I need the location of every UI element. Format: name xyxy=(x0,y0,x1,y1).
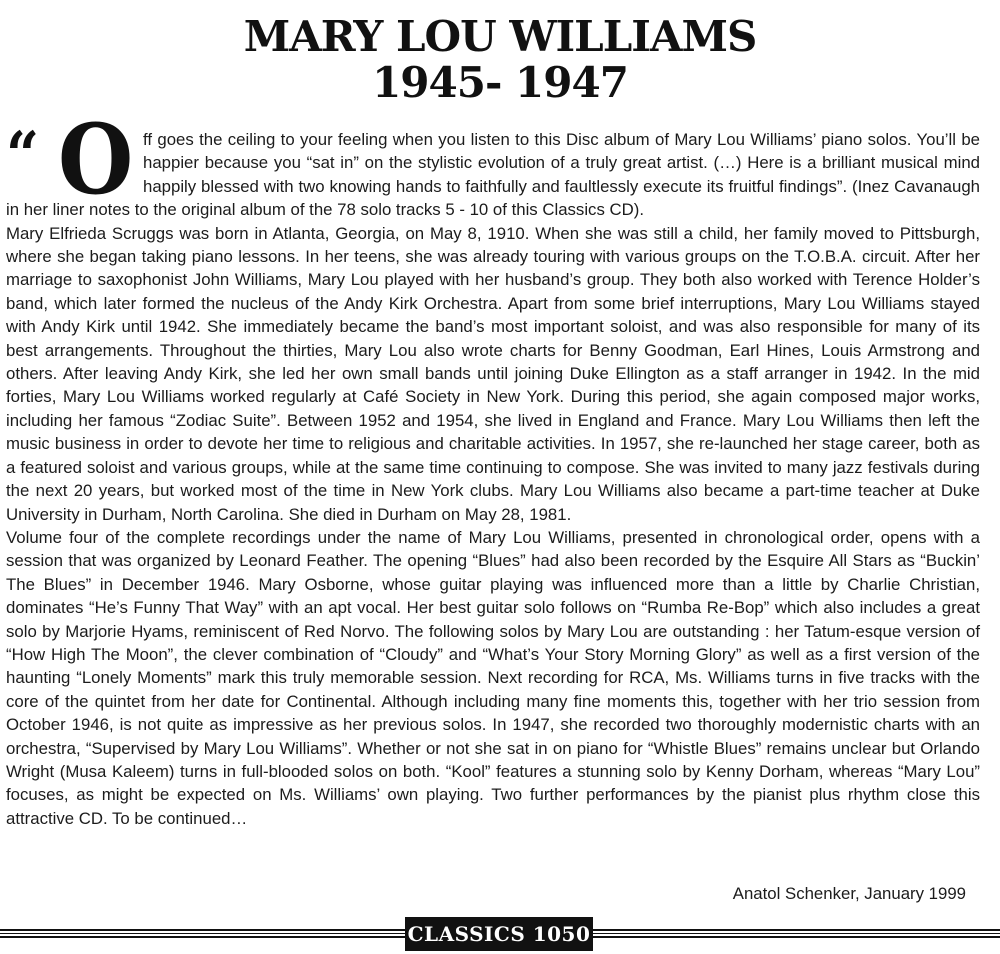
catalog-label: CLASSICS 1050 xyxy=(405,917,593,951)
dropcap-quote-mark: “ xyxy=(6,118,40,193)
author-signature: Anatol Schenker, January 1999 xyxy=(732,884,966,903)
dropcap-letter: O xyxy=(58,103,134,216)
catalog-footer xyxy=(0,917,1000,951)
footer-rule-left xyxy=(0,929,405,938)
paragraph-biography: Mary Elfrieda Scruggs was born in Atlanta, Georgia, on May 8, 1910. When she was still a child, her family moved to Pittsburgh, where she began taking piano lessons. In her teens, she was already touring with various groups on the T.O.B.A. circuit. After her marriage to saxophonist John Williams, Mary Lou played with her husband’s group. They both also worked with Terence Holder’s band, which later formed the nucleus of the Andy Kirk Orchestra. Apart from some brief interruptions, Mary Lou Williams stayed with Andy Kirk until 1942. She immediately became the band’s most important soloist, and was also responsible for many of its best arrangements. Throughout the thirties, Mary Lou also wrote charts for Benny Goodman, Earl Hines, Louis Armstrong and others. After leaving Andy Kirk, she led her own small bands until joining Duke Ellington as a staff arranger in 1942. In the mid forties, Mary Lou Williams worked regularly at Café Society in New York. During this period, she again composed major works, including her famous “Zodiac Suite”. Between 1952 and 1954, she lived in England and France. Mary Lou Williams then left the music business in order to devote her time to religious and charitable activities. In 1957, she re-launched her stage career, both as a featured soloist and various groups, while at the same time continuing to compose. She was invited to many jazz festivals during the next 20 years, but worked most of the time in New York clubs. Mary Lou Williams also became a part-time teacher at Duke University in Durham, North Carolina. She died in Durham on May 28, 1981. xyxy=(6,223,980,524)
paragraph-recordings: Volume four of the complete recordings under the name of Mary Lou Williams, presented in chronological order, opens with a session that was organized by Leonard Feather. The opening “Blues” had also been recorded by the Esquire All Stars as “Buckin’ The Blues” in December 1946. Mary Osborne, whose guitar playing was influenced more than a little by Charlie Christian, dominates “He’s Funny That Way” with an apt vocal. Her best guitar solo follows on “Rumba Re-Bop” which also includes a great solo by Marjorie Hyams, reminiscent of Red Norvo. The following solos by Mary Lou are outstanding : her Tatum-esque version of “How High The Moon”, the clever combination of “Cloudy” and “What’s Your Story Morning Glory” as well as a first version of the haunting “Lonely Moments” mark this truly memorable session. Next recording for RCA, Ms. Williams turns in five tracks with the core of the quintet from her date for Continental. Although including many fine moments this, together with her trio session from October 1946, is not quite as impressive as her previous solos. In 1947, she recorded two thoroughly modernistic charts with an orchestra, “Supervised by Mary Lou Williams”. Whether or not she sat in on piano for “Whistle Blues” remains unclear but Orlando Wright (Musa Kaleem) turns in full-blooded solos on both. “Kool” features a stunning solo by Kenny Dorham, whereas “Mary Lou” focuses, as might be expected on Ms. Williams’ own playing. Two further performances by the pianist plus rhythm close this attractive CD. To be continued… xyxy=(6,527,980,828)
footer-rule-right xyxy=(593,929,1000,938)
title-years: 1945- 1947 xyxy=(372,58,628,107)
article-body xyxy=(6,103,980,830)
dropcap xyxy=(6,103,139,216)
paragraph-intro-quote xyxy=(6,103,980,222)
page-title xyxy=(0,14,1000,106)
title-artist: MARY LOU WILLIAMS xyxy=(243,12,757,61)
paragraph-intro-text: ff goes the ceiling to your feeling when you listen to this Disc album of Mary Lou Williams’ piano solos. You’ll be happier because you “sat in” on the stylistic evolution of a truly great artist. (…) Here is a brilliant musical mind happily blessed with two knowing hands to faithfully and faultlessly execute its fruitful findings”. (Inez Cavanaugh in her liner notes to the original album of the 78 solo tracks 5 - 10 of this Classics CD). xyxy=(6,130,980,220)
